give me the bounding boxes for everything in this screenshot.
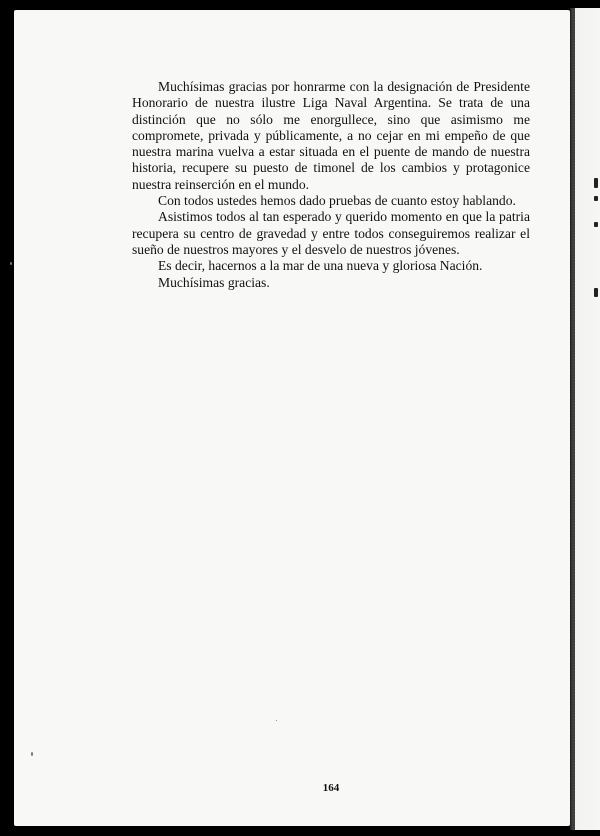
page-number: 164 <box>322 782 340 794</box>
paragraph: Asistimos todos al tan esperado y querido momento en que la patria recupera su centro de gravedad y entre todos conseguiremos realizar el sueño de nuestros mayores y el desvelo de nuestros jóvenes. <box>132 209 530 257</box>
body-text <box>132 79 530 291</box>
paragraph: Es decir, hacernos a la mar de una nueva y gloriosa Nación. <box>158 258 483 274</box>
paragraph: Muchísimas gracias. <box>158 274 270 290</box>
scan-speck <box>31 752 33 756</box>
spine-edge <box>572 8 575 830</box>
facing-page-edge-marks <box>592 170 600 310</box>
scan-speck <box>10 262 12 265</box>
paragraph: Con todos ustedes hemos dado pruebas de cuanto estoy hablando. <box>158 193 516 209</box>
paragraph: Muchísimas gracias por honrarme con la designación de Presidente Honorario de nuestra ilustre Liga Naval Argentina. Se trata de una distinción que no sólo me enorgullece, sino que asimismo me compromete, privada y públicamente, a no cejar en mi empeño de que nuestra marina vuelva a estar situada en el puente de mando de nuestra historia, recupere su puesto de timonel de los cambios y protagonice nuestra reinserción en el mundo. <box>132 79 530 192</box>
scan-speck <box>276 720 277 721</box>
